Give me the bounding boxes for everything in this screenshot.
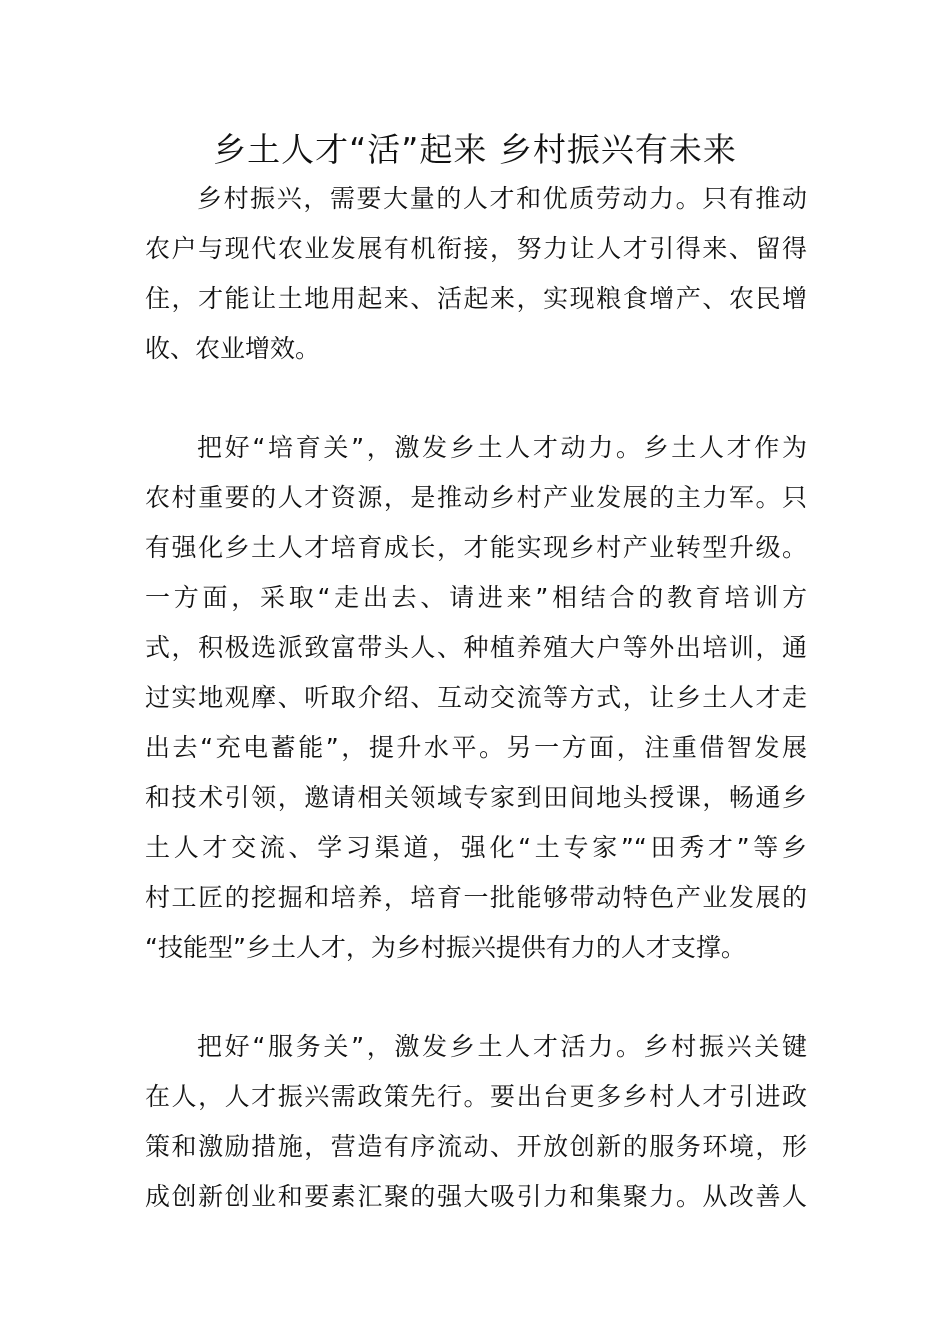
paragraph-line: 一方面，采取“走出去、请进来”相结合的教育培训方 <box>145 583 807 612</box>
document-title: 乡土人才“活”起来 乡村振兴有未来 <box>213 130 737 169</box>
paragraph-line: 乡村振兴，需要大量的人才和优质劳动力。只有推动 <box>197 184 807 213</box>
paragraph-1 <box>145 174 807 374</box>
paragraph-line: 收、农业增效。 <box>145 334 321 363</box>
paragraph-line: 把好“服务关”，激发乡土人才活力。乡村振兴关键 <box>197 1032 807 1061</box>
paragraph-line: 策和激励措施，营造有序流动、开放创新的服务环境，形 <box>145 1132 807 1161</box>
paragraph-line: 农村重要的人才资源，是推动乡村产业发展的主力军。只 <box>145 483 807 512</box>
paragraph-line: 和技术引领，邀请相关领域专家到田间地头授课，畅通乡 <box>145 783 807 812</box>
paragraph-line: 式，积极选派致富带头人、种植养殖大户等外出培训，通 <box>145 633 807 662</box>
paragraph-line: 把好“培育关”，激发乡土人才动力。乡土人才作为 <box>197 433 807 462</box>
paragraph-line: 住，才能让土地用起来、活起来，实现粮食增产、农民增 <box>145 284 807 313</box>
paragraph-line: 过实地观摩、听取介绍、互动交流等方式，让乡土人才走 <box>145 683 807 712</box>
paragraph-line: 农户与现代农业发展有机衔接，努力让人才引得来、留得 <box>145 234 807 263</box>
paragraph-2 <box>145 423 807 973</box>
paragraph-line: 出去“充电蓄能”，提升水平。另一方面，注重借智发展 <box>145 733 807 762</box>
paragraph-line: 有强化乡土人才培育成长，才能实现乡村产业转型升级。 <box>145 533 807 562</box>
paragraph-3 <box>145 1022 807 1222</box>
paragraph-line: 村工匠的挖掘和培养，培育一批能够带动特色产业发展的 <box>145 883 807 912</box>
paragraph-line: 在人，人才振兴需政策先行。要出台更多乡村人才引进政 <box>145 1082 807 1111</box>
paragraph-line: 成创新创业和要素汇聚的强大吸引力和集聚力。从改善人 <box>145 1182 807 1211</box>
paragraph-line: 土人才交流、学习渠道，强化“土专家”“田秀才”等乡 <box>145 833 807 862</box>
paragraph-line: “技能型”乡土人才，为乡村振兴提供有力的人才支撑。 <box>145 933 746 962</box>
